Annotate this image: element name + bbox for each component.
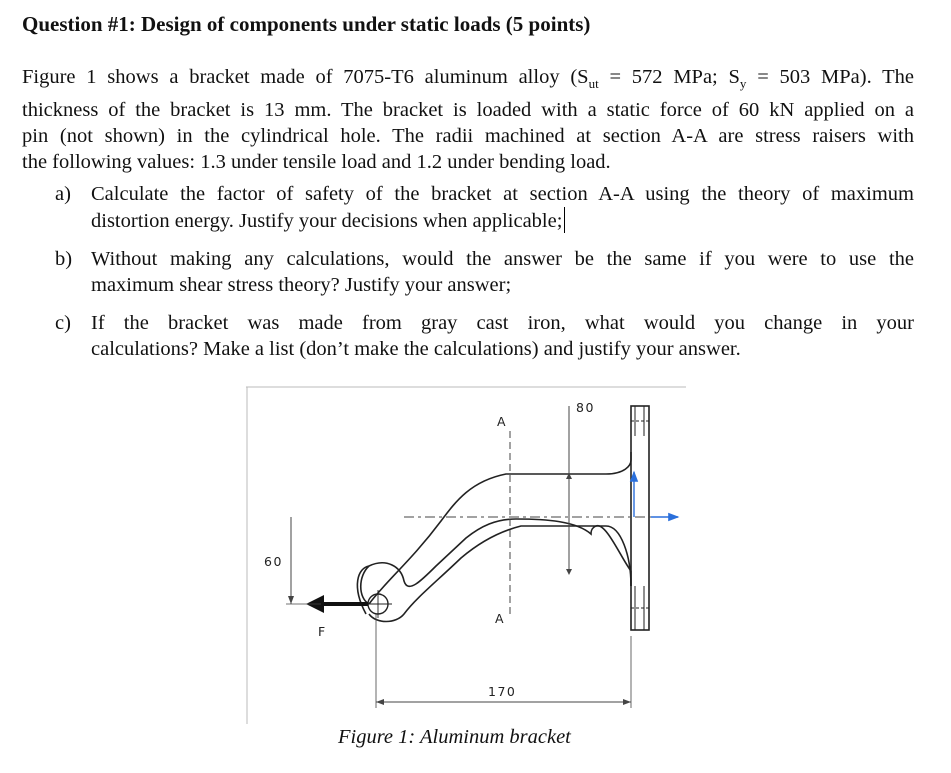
question-b-label: b) xyxy=(55,248,73,270)
statement-line-4: the following values: 1.3 under tensile load and 1.2 under bending load. xyxy=(22,151,611,174)
question-a-line-2: distortion energy. Justify your decisions when applicable; xyxy=(91,207,914,234)
statement-line-2: thickness of the bracket is 13 mm. The bracket is loaded with a static force of 60 kN applied on a xyxy=(22,99,914,122)
question-b-line-1: Without making any calculations, would the answer be the same if you were to use the xyxy=(91,248,914,270)
bracket-figure xyxy=(246,386,686,729)
bracket-lower-edge xyxy=(369,519,631,586)
problem-statement xyxy=(22,64,914,175)
question-c-line-1: If the bracket was made from gray cast iron, what would you change in your xyxy=(91,312,914,334)
bracket-eye-arc xyxy=(361,566,369,604)
bracket-arm-bottom xyxy=(369,526,631,622)
question-c-label: c) xyxy=(55,312,71,334)
figure-caption: Figure 1: Aluminum bracket xyxy=(338,726,571,748)
section-label-bottom: A xyxy=(495,611,506,626)
dim-80-label: 80 xyxy=(576,400,595,415)
question-title: Question #1: Design of components under static loads (5 points) xyxy=(22,12,591,36)
force-label: F xyxy=(318,624,327,639)
question-a-label: a) xyxy=(55,183,71,205)
question-b xyxy=(55,246,914,298)
sub-questions xyxy=(55,181,914,374)
dim-60-label: 60 xyxy=(264,554,283,569)
question-a xyxy=(55,181,914,234)
statement-line-3: pin (not shown) in the cylindrical hole. The radii machined at section A-A are stress raisers with xyxy=(22,125,914,148)
dim-170-label: 170 xyxy=(488,684,517,699)
text-cursor xyxy=(564,207,565,233)
bracket-drawing xyxy=(246,386,686,724)
question-a-line-1: Calculate the factor of safety of the bracket at section A-A using the theory of maximum xyxy=(91,183,914,205)
question-c-line-2: calculations? Make a list (don’t make the calculations) and justify your answer. xyxy=(91,338,741,360)
question-c xyxy=(55,310,914,362)
statement-line-1: Figure 1 shows a bracket made of 7075-T6 aluminum alloy ($S_{ut} = 572$ MPa; $S_y = 503$ MPa). The xyxy=(22,66,914,92)
section-label-top: A xyxy=(497,414,508,429)
mounting-plate xyxy=(631,406,649,630)
question-b-line-2: maximum shear stress theory? Justify your answer; xyxy=(91,274,512,296)
bracket-upper-edge xyxy=(369,452,631,604)
